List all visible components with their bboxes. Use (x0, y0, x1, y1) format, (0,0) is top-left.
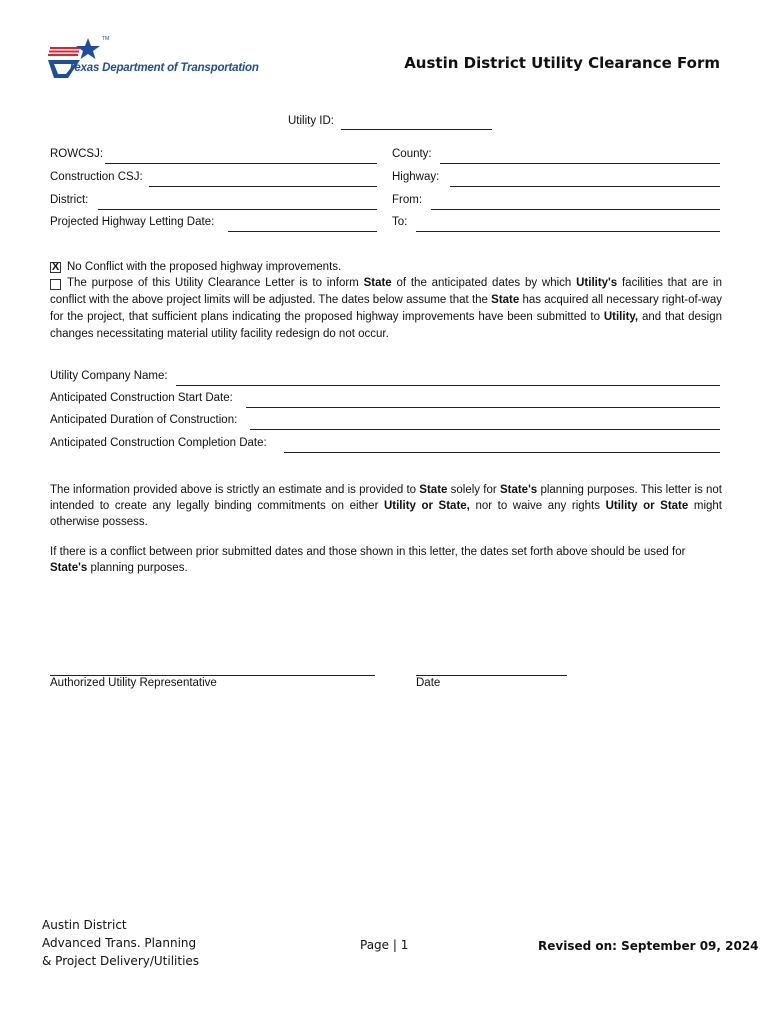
txdot-logo (44, 38, 284, 82)
county-field[interactable] (440, 163, 720, 164)
start-date-label: Anticipated Construction Start Date: (50, 392, 233, 404)
district-label: District: (50, 194, 89, 206)
signature-line[interactable] (50, 675, 375, 676)
form-title: Austin District Utility Clearance Form (404, 54, 720, 72)
district-field[interactable] (98, 209, 377, 210)
no-conflict-text: No Conflict with the proposed highway improvements. (67, 261, 342, 273)
from-field[interactable] (431, 209, 720, 210)
letting-date-label: Projected Highway Letting Date: (50, 216, 215, 228)
to-field[interactable] (416, 231, 720, 232)
completion-date-field[interactable] (284, 452, 720, 453)
no-conflict-checkbox[interactable] (50, 262, 61, 273)
footer-line-3: & Project Delivery/Utilities (42, 954, 200, 968)
conflict-note-paragraph: If there is a conflict between prior submitted dates and those shown in this letter, the dates set forth above should be used for State's planning purposes. (50, 546, 686, 574)
footer-org (42, 916, 199, 970)
rowcsj-label: ROWCSJ: (50, 148, 104, 160)
county-label: County: (392, 148, 432, 160)
construction-csj-field[interactable] (149, 186, 377, 187)
trademark-mark: TM (102, 36, 110, 42)
disclaimer-paragraph: The information provided above is strictly an estimate and is provided to State solely for State's planning purposes. This letter is not intended to create any legally binding commitments on either Utility or State, nor to waive any rights Utility or State might otherwise possess. (50, 484, 722, 528)
footer-line-1: Austin District (42, 918, 127, 932)
duration-label: Anticipated Duration of Construction: (50, 414, 238, 426)
start-date-field[interactable] (246, 407, 720, 408)
utility-id-field[interactable] (341, 129, 492, 130)
footer-line-2: Advanced Trans. Planning (42, 936, 197, 950)
signature-label: Authorized Utility Representative (50, 677, 217, 689)
rowcsj-field[interactable] (105, 163, 377, 164)
date-label: Date (416, 677, 441, 689)
duration-field[interactable] (250, 429, 720, 430)
purpose-paragraph: The purpose of this Utility Clearance Letter is to inform State of the anticipated dates by which Utility's facilities that are in conflict with the above project limits will be adjusted. The dates below assume that the State has acquired all necessary right-of-way for the project, that sufficient plans indicating the proposed highway improvements have been submitted to Utility, and that design changes necessitating material utility facility redesign do not occur. (50, 277, 723, 340)
utility-id-label: Utility ID: (288, 115, 334, 127)
from-label: From: (392, 194, 423, 206)
construction-csj-label: Construction CSJ: (50, 171, 143, 183)
utility-company-field[interactable] (176, 385, 720, 386)
highway-label: Highway: (392, 171, 440, 183)
highway-field[interactable] (450, 186, 720, 187)
revised-date: Revised on: September 09, 2024 (538, 939, 759, 953)
date-line[interactable] (416, 675, 567, 676)
checkbox-x-mark: X (51, 261, 60, 273)
utility-company-label: Utility Company Name: (50, 370, 168, 382)
txdot-star-flag-icon (44, 38, 104, 82)
to-label: To: (392, 216, 408, 228)
org-name: Texas Department of Transportation (68, 62, 259, 74)
letting-date-field[interactable] (228, 231, 377, 232)
page-number: Page | 1 (360, 938, 409, 952)
completion-date-label: Anticipated Construction Completion Date: (50, 437, 267, 449)
